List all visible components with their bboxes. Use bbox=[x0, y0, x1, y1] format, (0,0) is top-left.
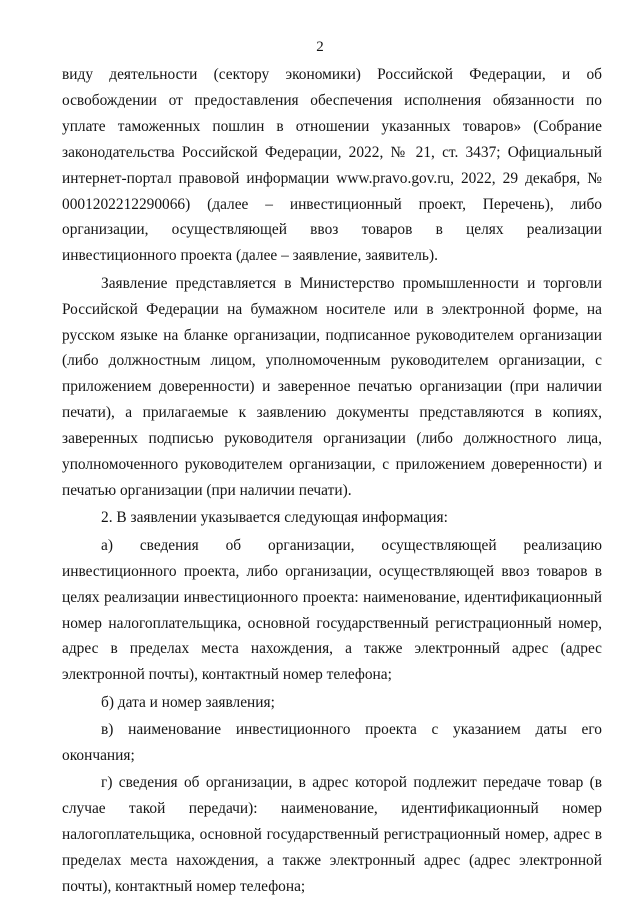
paragraph-item-a: а) сведения об организации, осуществляющей реализацию инвестиционного проекта, либо организации, осуществляющей ввоз товаров в целях реализации инвестиционного проекта: наименование, идентификационный номер налогоплательщика, основной государственный регистрационный номер, адрес в пределах места нахождения, а также электронный адрес (адрес электронной почты), контактный номер телефона; bbox=[62, 536, 602, 684]
paragraph-item-g: г) сведения об организации, в адрес которой подлежит передаче товар (в случае такой передачи): наименование, идентификационный номер налогоплательщика, основной государственный регистрационный номер, адрес в пределах места нахождения, а также электронный адрес (адрес электронной почты), контактный номер телефона; bbox=[62, 774, 602, 896]
paragraph-continuation: виду деятельности (сектору экономики) Российской Федерации, и об освобождении от предоставления обеспечения исполнения обязанности по уплате таможенных пошлин в отношении указанных товаров» (Собрание законодательства Российской Федерации, 2022, № 21, ст. 3437; Официальный интернет-портал правовой информации www.pravo.gov.ru, 2022, 29 декабря, № 0001202212290066) (далее – инвестиционный проект, Перечень), либо организации, осуществляющей ввоз товаров в целях реализации инвестиционного проекта (далее – заявление, заявитель). bbox=[62, 66, 602, 265]
paragraph-item-b: б) дата и номер заявления; bbox=[101, 693, 275, 711]
document-body bbox=[62, 62, 602, 902]
paragraph-item-v: в) наименование инвестиционного проекта с указанием даты его окончания; bbox=[62, 721, 602, 765]
paragraph-application-submission: Заявление представляется в Министерство промышленности и торговли Российской Федерации на бумажном носителе или в электронной форме, на русском языке на бланке организации, подписанное руководителем организации (либо должностным лицом, уполномоченным руководителем организации, с приложением доверенности) и заверенное печатью организации (при наличии печати), а прилагаемые к заявлению документы представляются в копиях, заверенных подписью руководителя организации (либо должностного лица, уполномоченного руководителем организации, с приложением доверенности) и печатью организации (при наличии печати). bbox=[62, 274, 602, 499]
page-number: 2 bbox=[316, 39, 324, 55]
paragraph-item-2-heading: 2. В заявлении указывается следующая информация: bbox=[101, 509, 448, 527]
